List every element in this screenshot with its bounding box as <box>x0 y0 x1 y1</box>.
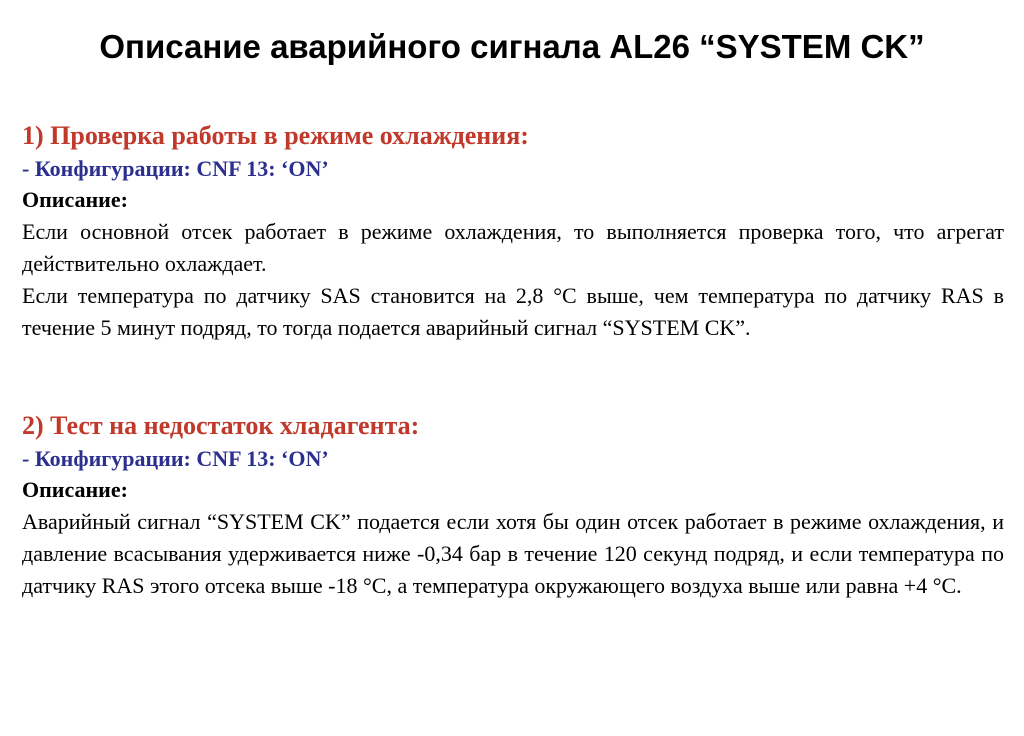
section-config: - Конфигурации: CNF 13: ‘ON’ <box>22 446 329 471</box>
section-cooling-check <box>22 118 1004 344</box>
section-config: - Конфигурации: CNF 13: ‘ON’ <box>22 156 329 181</box>
description-paragraph: Если основной отсек работает в режиме охлаждения, то выполняется проверка того, что агрегат действительно охлаждает. <box>22 219 1004 276</box>
slide-title: Описание аварийного сигнала AL26 “SYSTEM CK” <box>99 28 925 65</box>
section-refrigerant-test <box>22 408 1004 602</box>
description-label: Описание: <box>22 477 128 502</box>
description-paragraph: Аварийный сигнал “SYSTEM CK” подается если хотя бы один отсек работает в режиме охлаждения, и давление всасывания удерживается ниже -0,34 бар в течение 120 секунд подряд, и если температура по датчику RAS этого отсека выше -18 °C, а температура окружающего воздуха выше или равна +4 °C. <box>22 509 1004 598</box>
section-heading: 2) Тест на недостаток хладагента: <box>22 411 420 440</box>
section-heading: 1) Проверка работы в режиме охлаждения: <box>22 121 529 150</box>
description-paragraph: Если температура по датчику SAS становится на 2,8 °C выше, чем температура по датчику RAS в течение 5 минут подряд, то тогда подается аварийный сигнал “SYSTEM CK”. <box>22 283 1004 340</box>
description-label: Описание: <box>22 187 128 212</box>
